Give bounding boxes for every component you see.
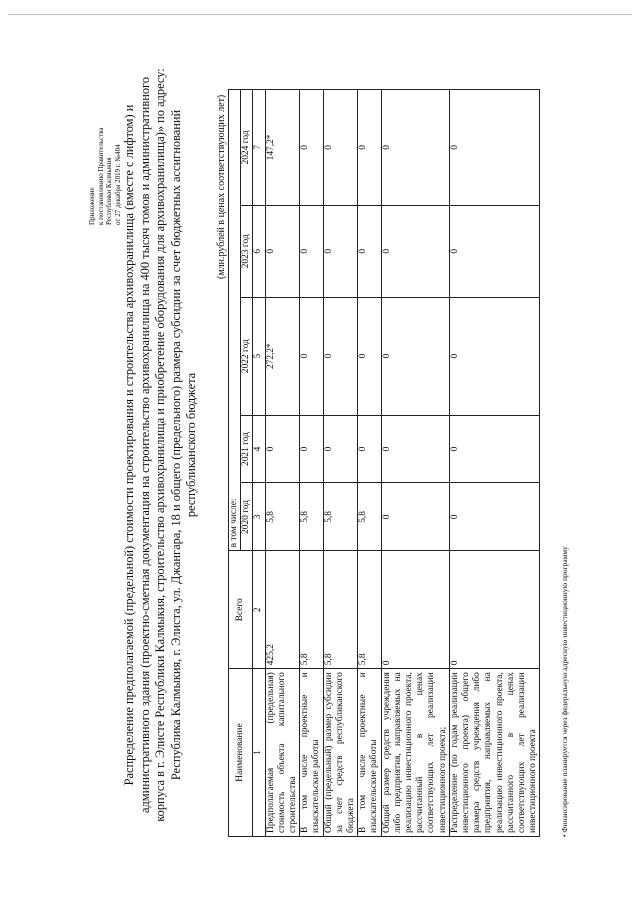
appendix-line: Приложение: [88, 187, 96, 225]
col-number: 3: [253, 483, 265, 551]
table-row: [381, 90, 449, 837]
row-name: Предполагаемая (предельная) стоимость объекта капитального строительства: [265, 669, 300, 837]
cell-total: 0: [381, 551, 449, 669]
cell-value: 0: [265, 205, 300, 297]
cell-total: 0: [449, 551, 540, 669]
cell-total: 5,8: [358, 551, 381, 669]
header-year: 2020 год: [241, 483, 253, 551]
rotated-page: [44, 50, 604, 865]
table-row: [358, 90, 381, 837]
header-year: 2022 год: [241, 297, 253, 415]
cell-value: 147,2*: [265, 90, 300, 206]
cell-value: 0: [358, 297, 381, 415]
cell-value: 0: [358, 90, 381, 206]
cell-value: 0: [300, 297, 323, 415]
cell-value: 0: [381, 90, 449, 206]
cost-distribution-table: [228, 89, 540, 837]
cell-value: 0: [449, 90, 540, 206]
cell-value: 0: [323, 297, 358, 415]
cell-value: 5,8: [300, 483, 323, 551]
cell-value: 0: [323, 415, 358, 483]
table-row: [323, 90, 358, 837]
cell-value: 272,2*: [265, 297, 300, 415]
header-including: в том числе:: [229, 90, 241, 551]
cell-total: 5,8: [300, 551, 323, 669]
cell-value: 0: [265, 415, 300, 483]
table-row: [265, 90, 300, 837]
cell-value: 0: [300, 90, 323, 206]
cell-total: 5,8: [323, 551, 358, 669]
col-number: 6: [253, 205, 265, 297]
cell-value: 0: [381, 483, 449, 551]
col-number: 7: [253, 90, 265, 206]
cell-value: 0: [323, 205, 358, 297]
cell-total: 425,2: [265, 551, 300, 669]
header-year: 2024 год: [241, 90, 253, 206]
cell-value: 0: [449, 415, 540, 483]
document-title: Распределение предполагаемой (предельной) стоимости проектирования и строительства архивохранилища (вместе с лифтом) и административного здания (проектно-сметная документация на строительство архивохранилища на 400 тысяч томов и административного корпуса в г. Элисте Республики Калмыкия, строительство архивохранилища и приобретение оборудования для архивохранилища)» по адресу: Республика Калмыкия, г. Элиста, ул. Джангара, 18 и общего (предельного) размера субсидии за счет бюджетных ассигнований республиканского бюджета: [122, 68, 198, 822]
cell-value: 5,8: [358, 483, 381, 551]
row-name: Общий (предельный) размер субсидии за счет средств республиканского бюджета: [323, 669, 358, 837]
cell-value: 0: [381, 415, 449, 483]
cell-value: 0: [449, 483, 540, 551]
cell-value: 0: [300, 205, 323, 297]
col-number: 5: [253, 297, 265, 415]
cell-value: 0: [300, 415, 323, 483]
cell-value: 0: [358, 415, 381, 483]
row-name: Общий размер средств учреждения либо предприятия, направляемых на реализацию инвестиционного проекта, рассчитанный в ценах соответствующих лет реализации инвестиционного проекта;: [381, 669, 449, 837]
header-name: Наименование: [229, 669, 253, 837]
cell-value: 5,8: [265, 483, 300, 551]
table-row: [449, 90, 540, 837]
appendix-line: от 27 декабря 2019 г. №404: [113, 144, 122, 225]
appendix-block: [88, 127, 122, 225]
col-number: 2: [253, 551, 265, 669]
table-row: [300, 90, 323, 837]
row-name: Распределение (по годам реализации инвестиционного проекта) общего размера средств учреждения либо предприятия, направляемых на реализацию инвестиционного проекта, рассчитанного в ценах соответствующих лет реализации инвестиционного проекта: [449, 669, 540, 837]
row-name: В том числе проектные и изыскательские работы: [358, 669, 381, 837]
cell-value: 0: [449, 205, 540, 297]
cell-value: 0: [381, 205, 449, 297]
header-total: Всего: [229, 551, 253, 669]
cell-value: 0: [449, 297, 540, 415]
header-year: 2023 год: [241, 205, 253, 297]
cell-value: 0: [323, 90, 358, 206]
footnote: • Финансирование планируется через федеральную адресную инвестиционную программу: [560, 546, 569, 837]
units-note: (млн.рублей в ценах соответствующих лет): [216, 94, 227, 279]
col-number: 4: [253, 415, 265, 483]
cell-value: 0: [381, 297, 449, 415]
top-border-line: [8, 14, 632, 15]
appendix-line: к постановлению Правительства: [96, 127, 105, 225]
cell-value: 0: [358, 205, 381, 297]
appendix-line: Республики Калмыкия: [105, 157, 113, 225]
cell-value: 5,8: [323, 483, 358, 551]
row-name: В том числе проектные и изыскательские работы: [300, 669, 323, 837]
header-year: 2021 год: [241, 415, 253, 483]
col-number: 1: [253, 669, 265, 837]
